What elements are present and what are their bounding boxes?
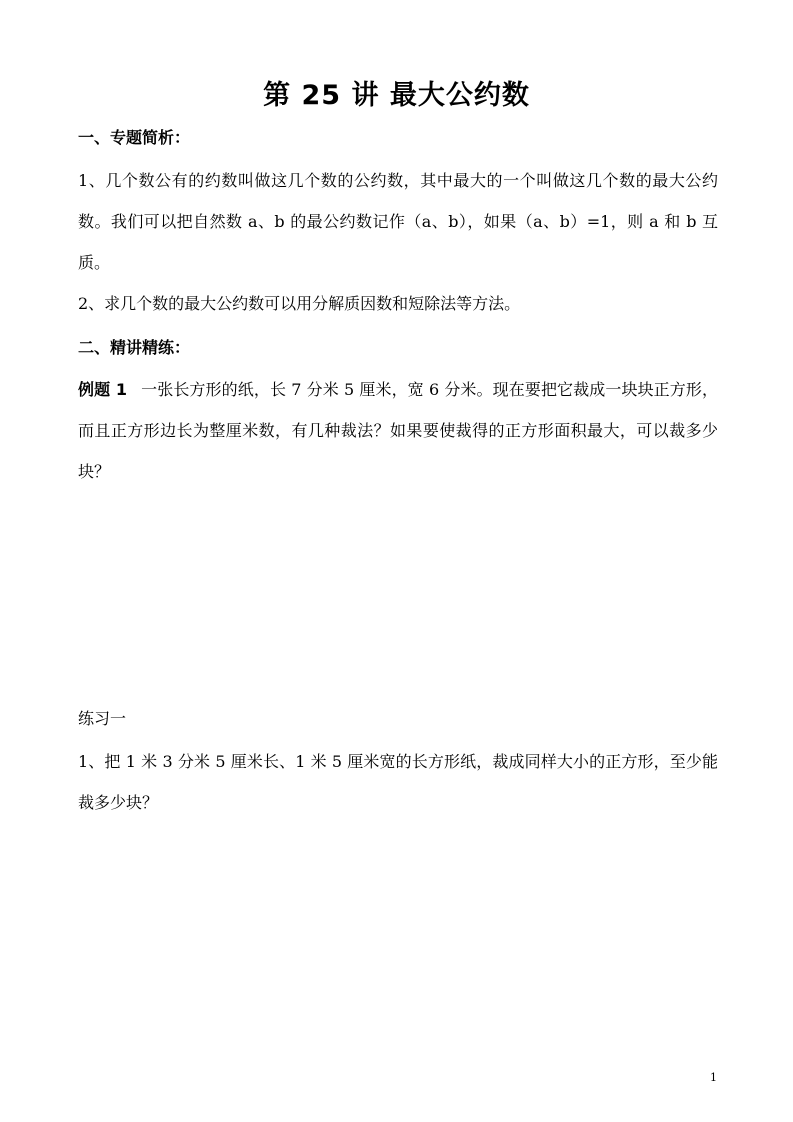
section-heading-overview: 一、专题简析： [78,128,191,147]
section-heading-practice: 二、精讲精练： [78,338,191,357]
example-1-text: 一张长方形的纸，长 7 分米 5 厘米，宽 6 分米。现在要把它裁成一块块正方形，而且正方形边长为整厘米数，有几种裁法？如果要使裁得的正方形面积最大，可以裁多少块？ [78,380,718,481]
overview-point-1: 1、几个数公有的约数叫做这几个数的公约数，其中最大的一个叫做这几个数的最大公约数。我们可以把自然数 a、b 的最公约数记作（a、b），如果（a、b）=1，则 a 和 b 互质。 [78,171,718,272]
page-number: 1 [710,1071,717,1084]
example-1 [78,369,718,492]
exercise-1-question-1: 1、把 1 米 3 分米 5 厘米长、1 米 5 厘米宽的长方形纸，裁成同样大小的正方形，至少能裁多少块？ [78,752,718,812]
exercise-1-heading: 练习一 [78,709,127,728]
overview-point-2: 2、求几个数的最大公约数可以用分解质因数和短除法等方法。 [78,294,521,313]
page-title: 第 25 讲 最大公约数 [263,80,530,111]
example-1-label: 例题 1 [78,380,128,399]
